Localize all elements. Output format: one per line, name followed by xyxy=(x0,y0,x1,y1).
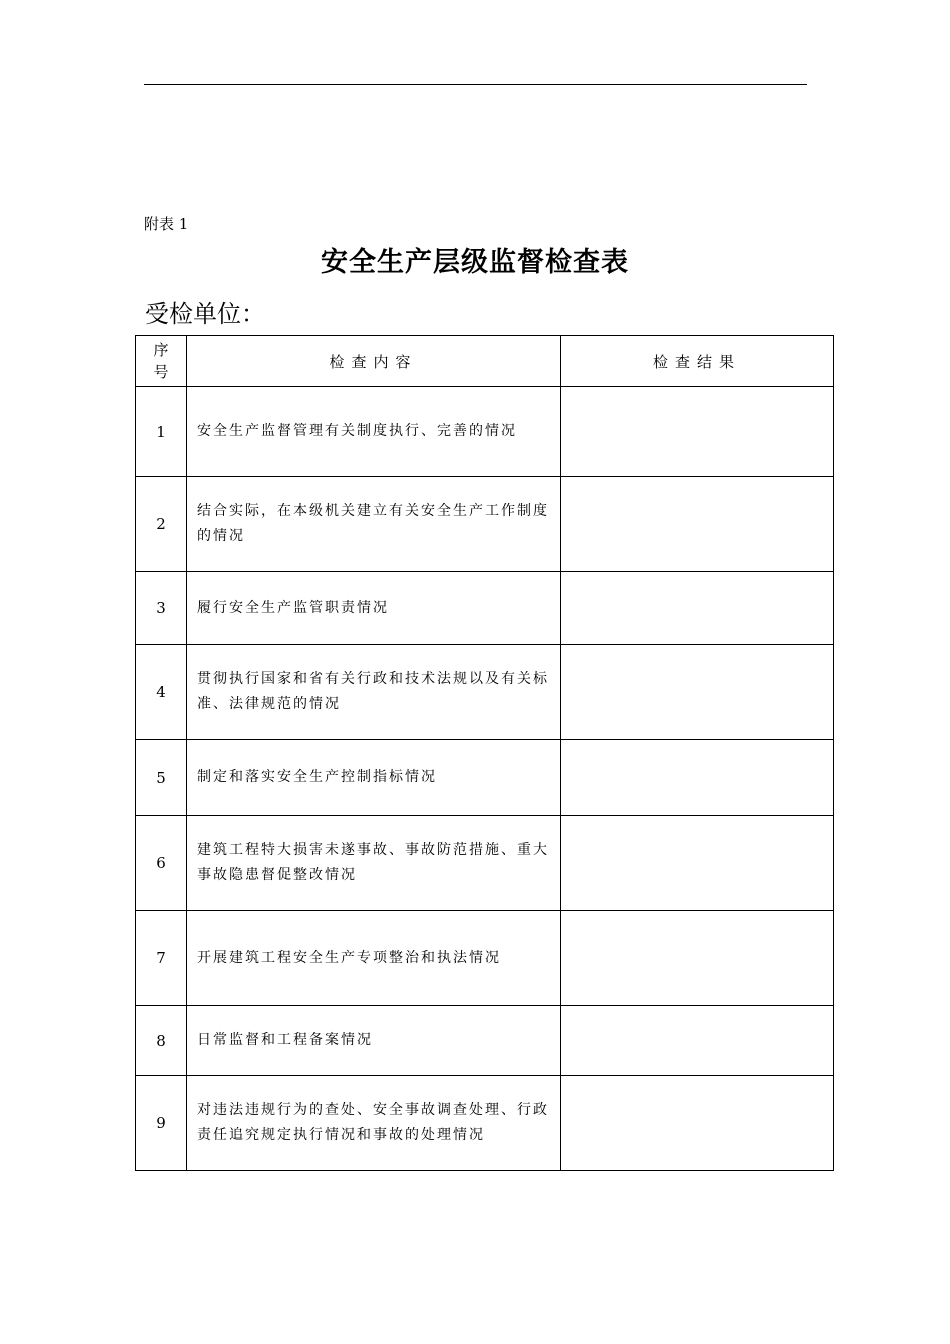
row-content: 安全生产监督管理有关制度执行、完善的情况 xyxy=(187,387,561,477)
row-content: 制定和落实安全生产控制指标情况 xyxy=(187,740,561,816)
header-result: 检查结果 xyxy=(561,336,834,387)
header-seq-bottom: 号 xyxy=(153,363,169,381)
table-row xyxy=(136,1076,834,1171)
row-content: 日常监督和工程备案情况 xyxy=(187,1006,561,1076)
table-row xyxy=(136,572,834,645)
row-seq: 3 xyxy=(136,572,187,645)
table-header-row xyxy=(136,336,834,387)
row-content: 贯彻执行国家和省有关行政和技术法规以及有关标准、法律规范的情况 xyxy=(187,645,561,740)
inspected-unit-label: 受检单位： xyxy=(145,300,265,328)
row-seq: 4 xyxy=(136,645,187,740)
row-content: 结合实际，在本级机关建立有关安全生产工作制度的情况 xyxy=(187,477,561,572)
row-result[interactable] xyxy=(561,1006,834,1076)
header-seq-top: 序 xyxy=(153,341,169,359)
row-result[interactable] xyxy=(561,477,834,572)
row-seq: 8 xyxy=(136,1006,187,1076)
row-content: 履行安全生产监管职责情况 xyxy=(187,572,561,645)
header-rule xyxy=(144,84,807,85)
inspection-table xyxy=(135,335,834,1171)
table-row xyxy=(136,740,834,816)
row-seq: 1 xyxy=(136,387,187,477)
row-seq: 5 xyxy=(136,740,187,816)
row-content: 开展建筑工程安全生产专项整治和执法情况 xyxy=(187,911,561,1006)
header-content: 检查内容 xyxy=(187,336,561,387)
row-result[interactable] xyxy=(561,1076,834,1171)
row-seq: 6 xyxy=(136,816,187,911)
row-seq: 7 xyxy=(136,911,187,1006)
row-result[interactable] xyxy=(561,816,834,911)
table-row xyxy=(136,911,834,1006)
row-seq: 2 xyxy=(136,477,187,572)
table-row xyxy=(136,387,834,477)
row-result[interactable] xyxy=(561,740,834,816)
row-result[interactable] xyxy=(561,645,834,740)
row-seq: 9 xyxy=(136,1076,187,1171)
table-row xyxy=(136,477,834,572)
row-result[interactable] xyxy=(561,911,834,1006)
page-title: 安全生产层级监督检查表 xyxy=(321,247,629,278)
row-result[interactable] xyxy=(561,572,834,645)
table-row xyxy=(136,816,834,911)
row-content: 对违法违规行为的查处、安全事故调查处理、行政责任追究规定执行情况和事故的处理情况 xyxy=(187,1076,561,1171)
table-row xyxy=(136,645,834,740)
header-seq xyxy=(136,336,187,387)
row-result[interactable] xyxy=(561,387,834,477)
row-content: 建筑工程特大损害未遂事故、事故防范措施、重大事故隐患督促整改情况 xyxy=(187,816,561,911)
appendix-label: 附表 1 xyxy=(144,215,189,233)
table-row xyxy=(136,1006,834,1076)
